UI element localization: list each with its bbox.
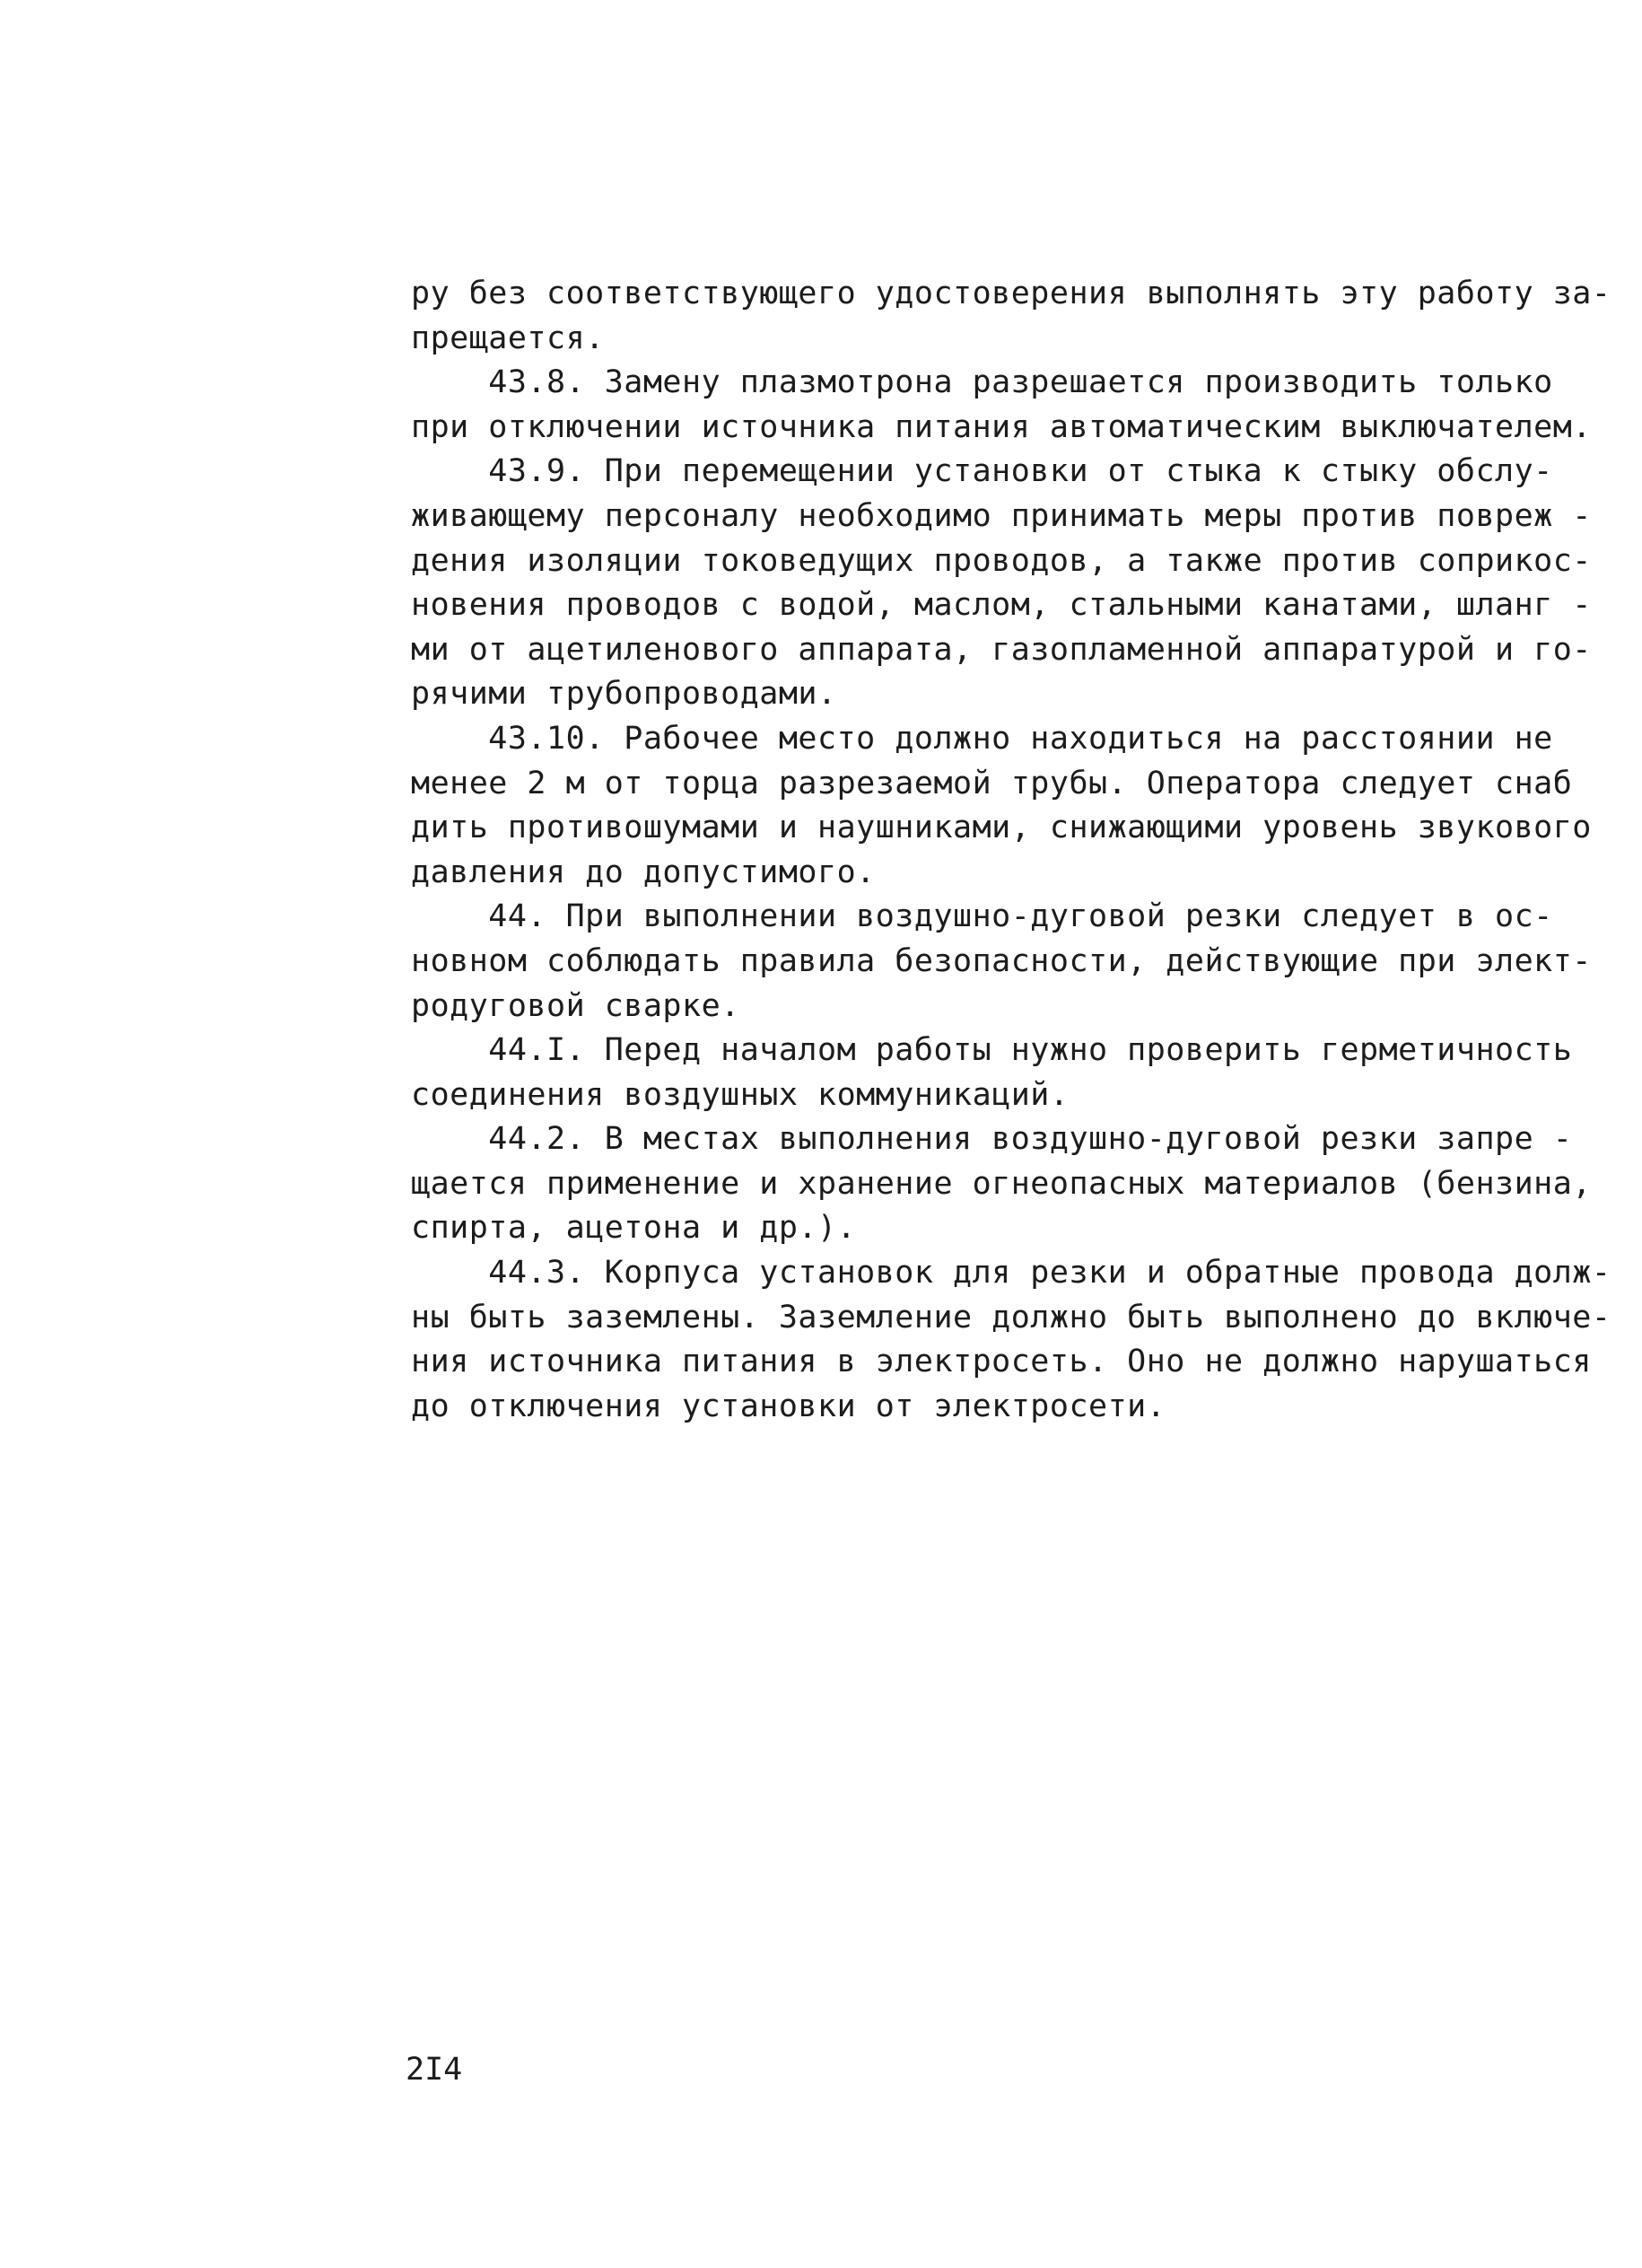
- text-line: 44. При выполнении воздушно-дуговой резки следует в ос-: [411, 898, 1553, 935]
- text-line: 43.8. Замену плазмотрона разрешается производить только: [411, 364, 1553, 401]
- text-line: давления до допустимого.: [411, 854, 876, 890]
- text-line: новения проводов с водой, маслом, стальными канатами, шланг -: [411, 587, 1592, 624]
- body-text: [411, 272, 1611, 1429]
- text-line: рячими трубопроводами.: [411, 676, 837, 713]
- text-line: родуговой сварке.: [411, 987, 740, 1024]
- text-line: новном соблюдать правила безопасности, действующие при элект-: [411, 942, 1592, 979]
- text-line: ния источника питания в электросеть. Оно не должно нарушаться: [411, 1344, 1592, 1380]
- text-line: при отключении источника питания автоматическим выключателем.: [411, 408, 1592, 445]
- text-line: прещается.: [411, 320, 605, 356]
- text-line: до отключения установки от электросети.: [411, 1388, 1166, 1424]
- text-line: 43.10. Рабочее место должно находиться на расстоянии не: [411, 720, 1553, 757]
- text-line: дить противошумами и наушниками, снижающими уровень звукового: [411, 810, 1592, 846]
- text-line: дения изоляции токоведущих проводов, а также против соприкос-: [411, 542, 1592, 579]
- text-line: спирта, ацетона и др.).: [411, 1210, 857, 1247]
- text-line: щается применение и хранение огнеопасных материалов (бензина,: [411, 1165, 1592, 1202]
- text-line: ми от ацетиленового аппарата, газопламенной аппаратурой и го-: [411, 631, 1592, 668]
- page-number: 2I4: [406, 2052, 463, 2088]
- text-line: соединения воздушных коммуникаций.: [411, 1076, 1070, 1113]
- text-line: живающему персоналу необходимо принимать меры против повреж -: [411, 497, 1592, 534]
- text-line: менее 2 м от торца разрезаемой трубы. Оператора следует снаб: [411, 765, 1573, 801]
- text-line: 43.9. При перемещении установки от стыка к стыку обслу-: [411, 453, 1553, 490]
- text-line: 44.2. В местах выполнения воздушно-дуговой резки запре -: [411, 1121, 1573, 1158]
- text-line: ны быть заземлены. Заземление должно быть выполнено до включе-: [411, 1299, 1611, 1335]
- text-line: 44.I. Перед началом работы нужно проверить герметичность: [411, 1032, 1573, 1069]
- text-line: 44.3. Корпуса установок для резки и обратные провода долж-: [411, 1255, 1611, 1292]
- text-line: ру без соответствующего удостоверения выполнять эту работу за-: [411, 276, 1611, 311]
